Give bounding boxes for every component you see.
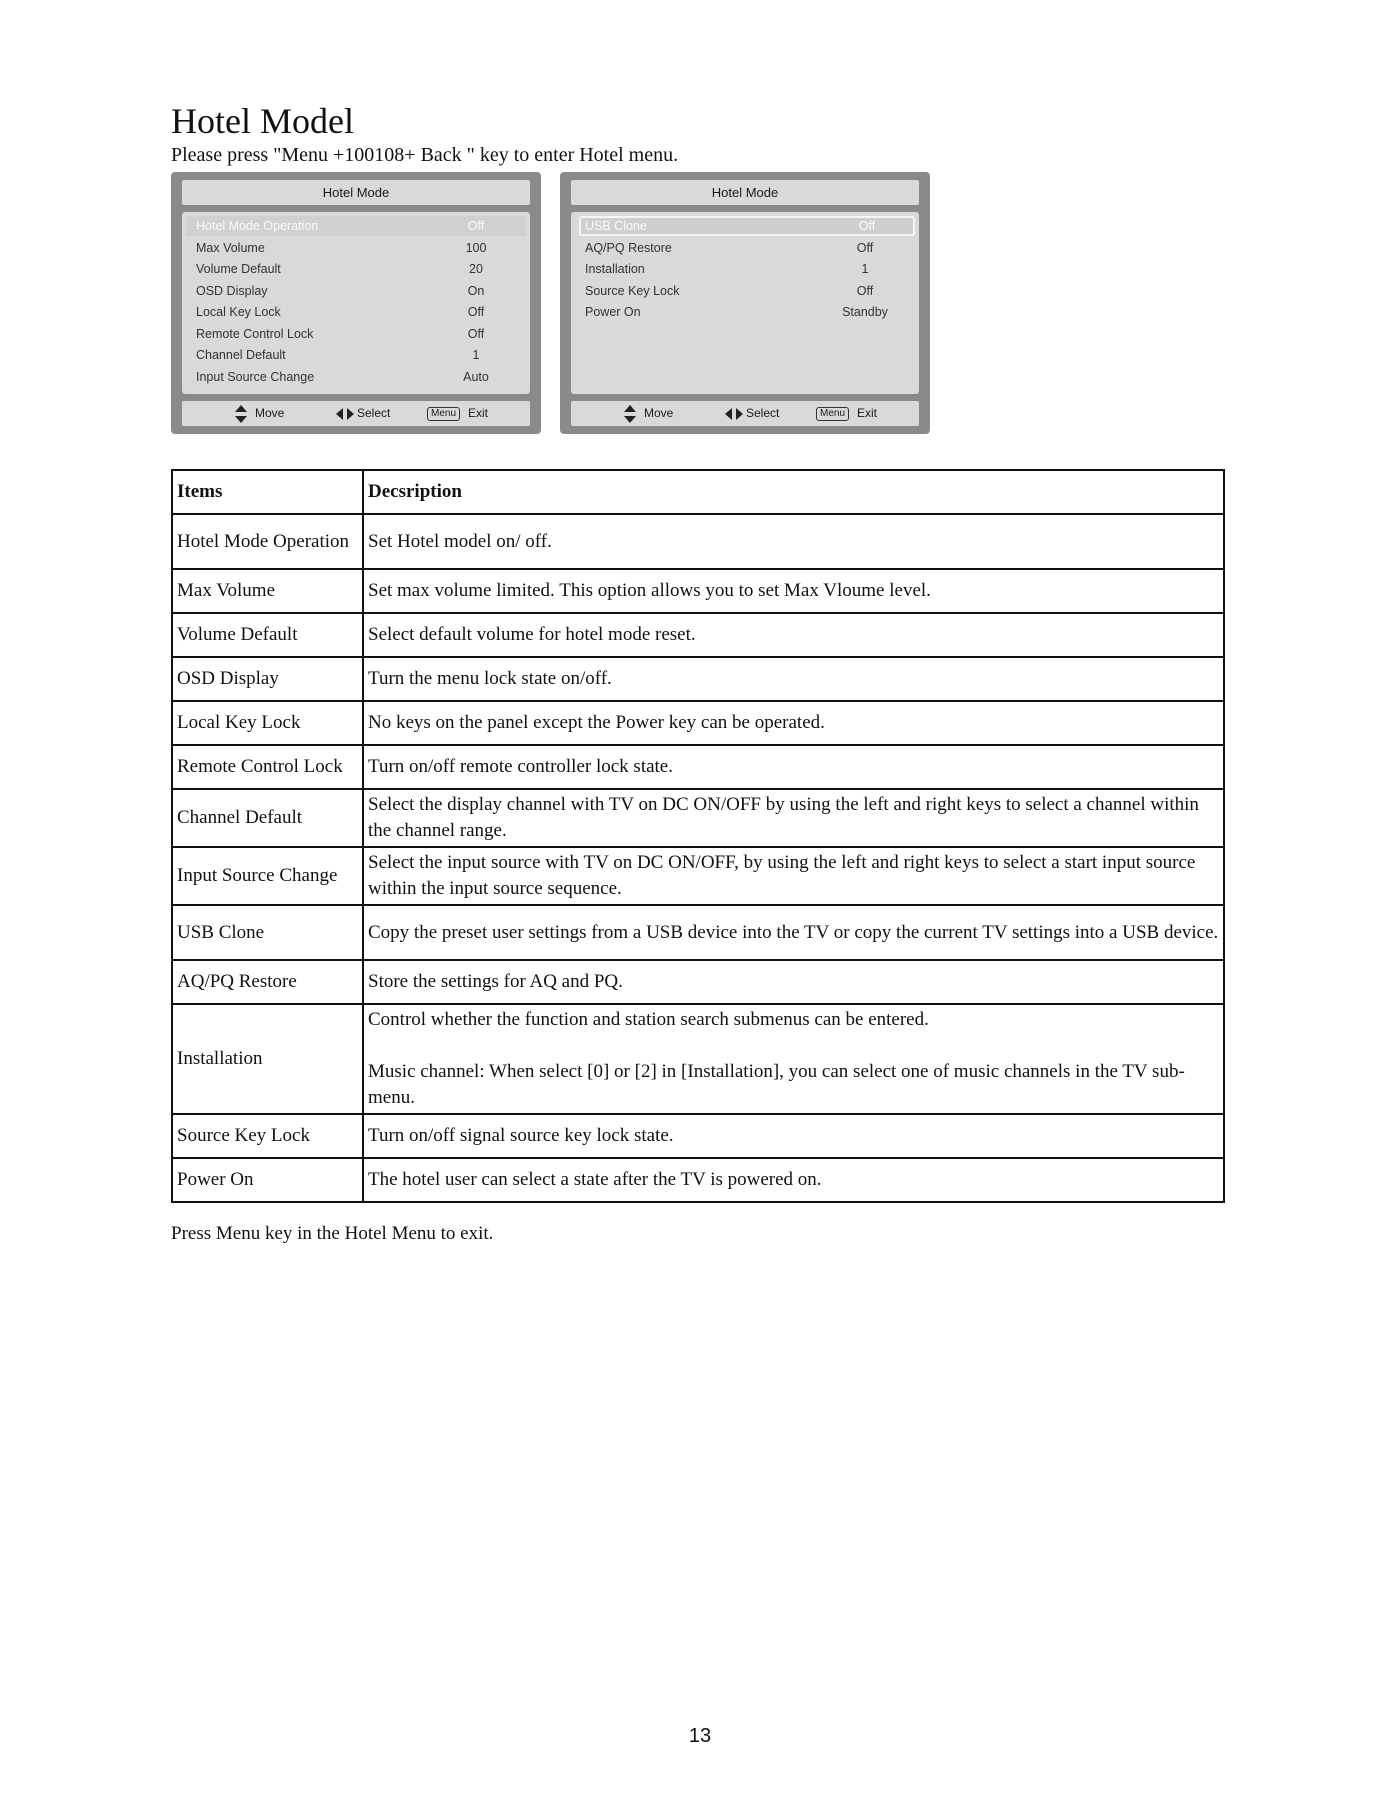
table-row [172, 905, 1224, 960]
table-row [172, 847, 1224, 905]
osd-menu-item[interactable] [186, 216, 526, 236]
description-cell: Select the display channel with TV on DC ON/OFF by using the left and right keys to select a channel within the channel range. [363, 789, 1224, 847]
item-cell: Local Key Lock [172, 701, 363, 745]
osd-item-value: Auto [463, 369, 489, 384]
item-cell: Installation [172, 1004, 363, 1114]
osd-footer [182, 401, 530, 426]
osd-menu-item[interactable] [186, 302, 526, 322]
item-cell: Volume Default [172, 613, 363, 657]
header-items: Items [172, 470, 363, 514]
osd-menu-item[interactable] [186, 345, 526, 365]
description-cell: Select the input source with TV on DC ON/OFF, by using the left and right keys to select a start input source within the input source sequence. [363, 847, 1224, 905]
item-cell: Input Source Change [172, 847, 363, 905]
description-cell [363, 1004, 1224, 1114]
menu-key-icon: Menu [816, 407, 849, 421]
osd-item-label: Volume Default [196, 262, 281, 276]
footer-move-label: Move [644, 406, 674, 420]
osd-menu-body [571, 212, 919, 394]
osd-item-value: 1 [472, 348, 480, 362]
item-cell: Power On [172, 1158, 363, 1202]
osd-menu-item[interactable] [579, 216, 915, 236]
description-cell: The hotel user can select a state after the TV is powered on. [363, 1158, 1224, 1202]
up-down-arrow-icon [624, 405, 636, 423]
osd-menu-item[interactable] [575, 259, 915, 279]
description-cell: No keys on the panel except the Power key can be operated. [363, 701, 1224, 745]
osd-menu-body [182, 212, 530, 394]
osd-menu-item[interactable] [186, 259, 526, 279]
page-number: 13 [688, 1725, 712, 1747]
osd-item-value: Off [467, 326, 485, 341]
table-row [172, 1114, 1224, 1158]
description-cell: Turn the menu lock state on/off. [363, 657, 1224, 701]
osd-menu-item[interactable] [186, 367, 526, 387]
osd-footer [571, 401, 919, 426]
osd-item-label: Remote Control Lock [196, 326, 314, 341]
osd-header: Hotel Mode [571, 180, 919, 205]
table-row [172, 514, 1224, 569]
osd-item-label: Input Source Change [196, 369, 315, 384]
item-cell: OSD Display [172, 657, 363, 701]
table-row [172, 1004, 1224, 1114]
footer-exit-label: Exit [857, 406, 878, 420]
description-cell: Select default volume for hotel mode reset. [363, 613, 1224, 657]
intro-text: Please press "Menu +100108+ Back " key to enter Hotel menu. [171, 144, 679, 166]
osd-item-label: Hotel Mode Operation [196, 219, 319, 233]
osd-menu-item[interactable] [575, 302, 915, 322]
description-cell: Set max volume limited. This option allows you to set Max Vloume level. [363, 569, 1224, 613]
osd-item-value: On [467, 283, 485, 298]
osd-item-value: Off [858, 219, 876, 233]
left-right-arrow-icon [336, 408, 354, 420]
osd-item-value: Off [856, 240, 874, 255]
osd-item-label: OSD Display [196, 283, 268, 298]
menu-key-icon: Menu [427, 407, 460, 421]
osd-item-value: 1 [861, 262, 869, 276]
osd-item-value: 100 [465, 240, 487, 255]
osd-item-label: Source Key Lock [585, 283, 680, 298]
table-header-row [172, 470, 1224, 514]
osd-item-value: Off [467, 305, 485, 319]
description-cell: Turn on/off remote controller lock state. [363, 745, 1224, 789]
footer-select-label: Select [357, 406, 391, 420]
osd-item-label: USB Clone [585, 219, 647, 233]
exit-instruction: Press Menu key in the Hotel Menu to exit. [171, 1223, 494, 1244]
description-table [171, 469, 1225, 1203]
table-row [172, 701, 1224, 745]
osd-menu-item[interactable] [186, 238, 526, 258]
footer-select-label: Select [746, 406, 780, 420]
item-cell: Remote Control Lock [172, 745, 363, 789]
description-cell: Set Hotel model on/ off. [363, 514, 1224, 569]
description-cell: Turn on/off signal source key lock state. [363, 1114, 1224, 1158]
osd-item-label: Power On [585, 305, 641, 319]
osd-menu-item[interactable] [575, 281, 915, 301]
osd-item-value: Off [856, 283, 874, 298]
page-title: Hotel Model [171, 101, 354, 141]
item-cell: AQ/PQ Restore [172, 960, 363, 1004]
table-row [172, 789, 1224, 847]
table-row [172, 657, 1224, 701]
footer-move-label: Move [255, 406, 285, 420]
osd-menu-item[interactable] [186, 281, 526, 301]
osd-item-label: Installation [585, 262, 645, 276]
osd-item-label: Channel Default [196, 348, 286, 362]
osd-menu-item[interactable] [186, 324, 526, 344]
osd-item-value: Standby [842, 305, 888, 319]
osd-item-value: 20 [469, 262, 483, 276]
osd-menu-item[interactable] [575, 238, 915, 258]
description-cell: Store the settings for AQ and PQ. [363, 960, 1224, 1004]
table-row [172, 1158, 1224, 1202]
description-paragraph: Music channel: When select [0] or [2] in [Installation], you can select one of music channels in the TV sub-menu. [368, 1061, 1185, 1108]
footer-exit-label: Exit [468, 406, 489, 420]
description-paragraph: Control whether the function and station search submenus can be entered. [368, 1009, 929, 1030]
osd-item-value: Off [467, 219, 485, 233]
table-row [172, 569, 1224, 613]
osd-item-label: Max Volume [196, 240, 265, 255]
item-cell: Hotel Mode Operation [172, 514, 363, 569]
osd-item-label: Local Key Lock [196, 305, 281, 319]
up-down-arrow-icon [235, 405, 247, 423]
description-cell: Copy the preset user settings from a USB device into the TV or copy the current TV settings into a USB device. [363, 905, 1224, 960]
table-row [172, 745, 1224, 789]
osd-header: Hotel Mode [182, 180, 530, 205]
osd-item-label: AQ/PQ Restore [585, 240, 672, 255]
left-right-arrow-icon [725, 408, 743, 420]
osd-screen-right [560, 172, 930, 434]
item-cell: USB Clone [172, 905, 363, 960]
table-row [172, 960, 1224, 1004]
item-cell: Channel Default [172, 789, 363, 847]
item-cell: Max Volume [172, 569, 363, 613]
item-cell: Source Key Lock [172, 1114, 363, 1158]
osd-screen-left [171, 172, 541, 434]
table-row [172, 613, 1224, 657]
header-description: Decsription [363, 470, 1224, 514]
